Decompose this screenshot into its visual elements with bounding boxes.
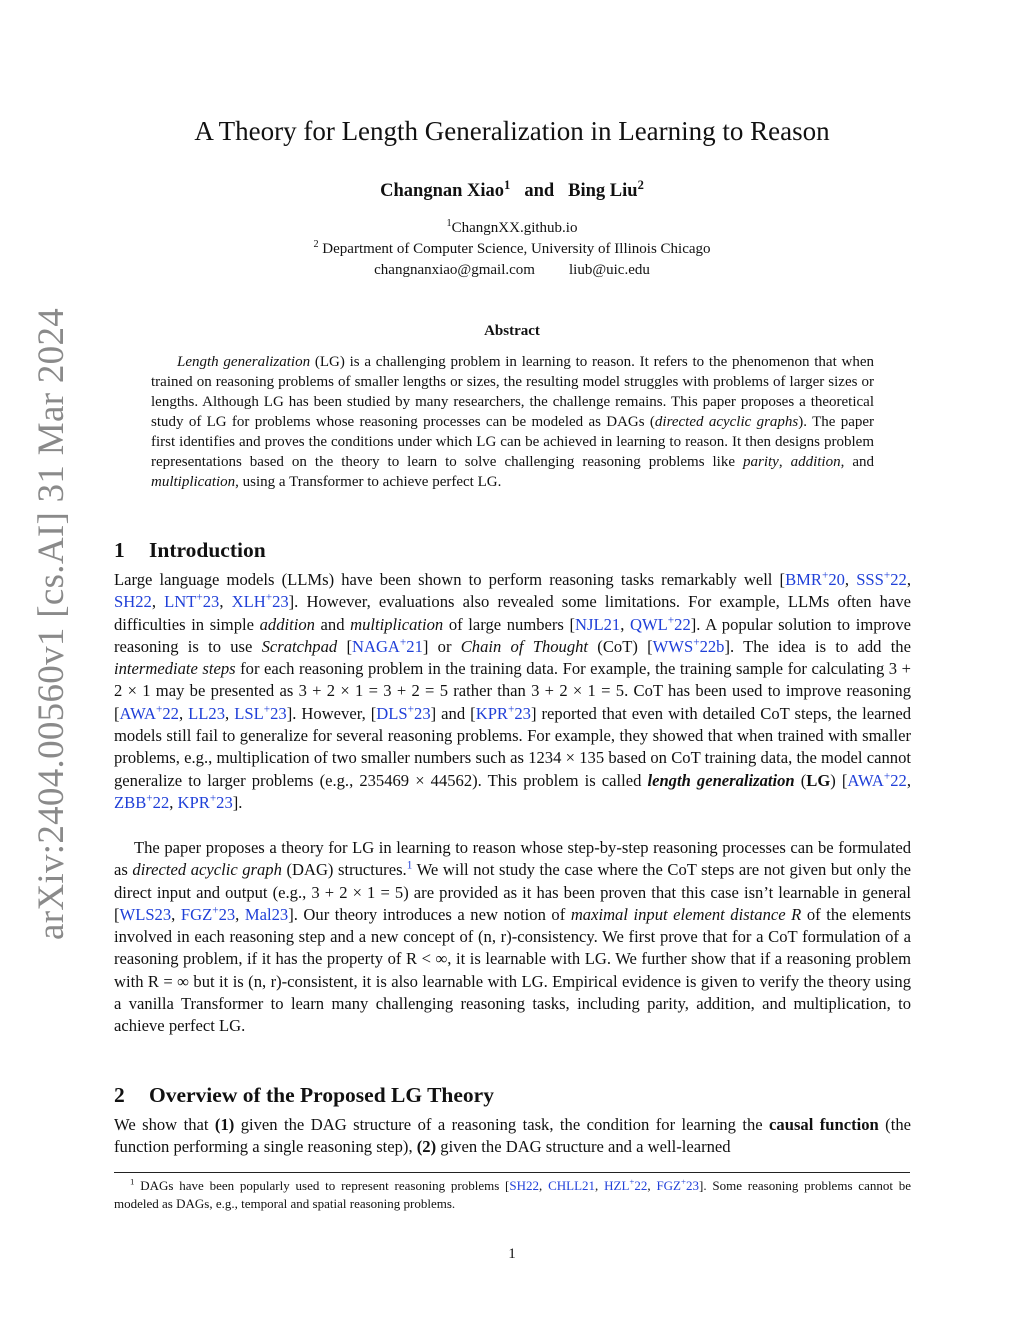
author-affil-mark: 2: [637, 177, 644, 192]
footnote-reference[interactable]: 1: [406, 859, 413, 872]
author-name: Bing Liu: [568, 181, 638, 201]
arxiv-identifier: arXiv:2404.00560v1 [cs.AI] 31 Mar 2024: [31, 307, 72, 940]
overview-paragraph-1: We show that (1) given the DAG structure of a reasoning task, the condition for learning the causal function (the function performing a single reasoning step), (2) given the DAG structure and a well-learned: [114, 1115, 911, 1157]
citation-link[interactable]: SH22: [114, 592, 152, 612]
citation-link[interactable]: LNT+23: [164, 591, 220, 612]
author-connector: and: [524, 181, 555, 201]
citation-link[interactable]: SSS+22: [856, 569, 907, 589]
citation-link[interactable]: LL23: [188, 703, 226, 723]
citation-link[interactable]: ZBB+22: [114, 792, 170, 812]
citation-link[interactable]: FGZ+23: [180, 904, 236, 924]
citation-link[interactable]: QWL+22: [629, 614, 691, 634]
citation-link[interactable]: WWS+22b: [652, 636, 725, 656]
citation-link[interactable]: KPR+23: [177, 792, 233, 812]
intro-paragraph-1: Large language models (LLMs) have been shown to perform reasoning tasks remarkably well [BMR+20, SSS+22, SH22, LNT+23, XLH+23]. However, evaluations also revealed some limitations. For example, LLMs often have difficulties in simple addition and multiplication of large numbers [NJL21, QWL+22]. A popular solution to improve reasoning is to use Scratchpad [NAGA+21] or Chain of Thought (CoT) [WWS+22b]. The idea is to add the intermediate steps for each reasoning problem in the training data. For example, the training sample for calculating 3 + 2 × 1 may be presented as 3 + 2 × 1 = 3 + 2 = 5 rather than 3 + 2 × 1 = 5. CoT has been used to improve reasoning [AWA+22, LL23, LSL+23]. However, [DLS+23] and [KPR+23] reported that even with detailed CoT steps, the learned models still fail to generalize for several reasoning problems. For example, they showed that when trained with smaller problems, e.g., multiplication of two smaller numbers such as 1234 × 135 based on CoT training data, the model cannot generalize to larger problems (e.g., 235469 × 44562). This problem is called length generalization (LG) [AWA+22, ZBB+22, KPR+23].: [114, 569, 912, 812]
citation-link[interactable]: Mal23: [244, 904, 289, 924]
author-name: Changnan Xiao: [380, 181, 505, 201]
author-emails: [0, 262, 1024, 279]
citation-link[interactable]: WLS23: [119, 904, 172, 924]
author-line: [0, 177, 1024, 202]
citation-link[interactable]: NJL21: [575, 614, 621, 634]
citation-link[interactable]: AWA+22: [847, 770, 907, 790]
author-affil-mark: 1: [504, 177, 511, 192]
citation-link[interactable]: XLH+23: [231, 591, 289, 612]
paper-title: A Theory for Length Generalization in Learning to Reason: [194, 116, 830, 146]
email-2: liub@uic.edu: [568, 262, 650, 278]
abstract-heading: Abstract: [484, 323, 540, 339]
citation-link[interactable]: LSL+23: [234, 703, 287, 723]
affiliation-2: $^2$ Department of Computer Science, University of Illinois Chicago: [313, 239, 711, 257]
citation-link[interactable]: DLS+23: [376, 703, 431, 723]
affiliation-1: $^1$ChangnXX.github.io: [446, 218, 578, 236]
section-heading-introduction: 1 Introduction: [114, 538, 266, 562]
citation-link[interactable]: FGZ+23: [656, 1176, 699, 1193]
section-heading-overview: 2 Overview of the Proposed LG Theory: [114, 1083, 494, 1107]
footnote-divider: [114, 1172, 910, 1173]
page-number: 1: [508, 1246, 516, 1262]
citation-link[interactable]: HZL+22: [604, 1176, 648, 1193]
citation-link[interactable]: BMR+20: [785, 569, 845, 589]
intro-paragraph-2: The paper proposes a theory for LG in learning to reason whose step-by-step reasoning processes can be formulated as directed acyclic graph (DAG) structures.$^1$ We will not study the case where the CoT steps are not given but only the direct input and output (e.g., 3 + 2 × 1 = 5) are provided as it has been proven that this case isn’t learnable in general [WLS23, FGZ+23, Mal23]. Our theory introduces a new notion of maximal input element distance R of the elements involved in each reasoning step and a new concept of (n, r)-consistency. We first prove that for a CoT formulation of a reasoning problem, if it has the property of R < ∞, it is learnable with LG. We further show that if a reasoning problem with R = ∞ but it is (n, r)-consistent, it is also learnable with LG. Empirical evidence is given to verify the theory using a vanilla Transformer to learn many challenging reasoning tasks, including parity, addition, and multiplication, to achieve perfect LG.: [114, 838, 912, 1036]
citation-link[interactable]: KPR+23: [475, 703, 531, 723]
citation-link[interactable]: AWA+22: [119, 703, 179, 723]
citation-link[interactable]: SH22: [509, 1178, 540, 1193]
email-1: changnanxiao@gmail.com: [374, 262, 535, 278]
citation-link[interactable]: CHLL21: [548, 1178, 596, 1193]
abstract-text: Length generalization (LG) is a challenging problem in learning to reason. It refers to the phenomenon that when trained on reasoning problems of smaller lengths or sizes, the resulting model struggles with problems of larger sizes or lengths. Although LG has been studied by many researchers, the challenge remains. This paper proposes a theoretical study of LG for problems whose reasoning processes can be modeled as DAGs (directed acyclic graphs). The paper first identifies and proves the conditions under which LG can be achieved in learning to reason. It then designs problem representations based on the theory to learn to solve challenging reasoning problems like parity, addition, and multiplication, using a Transformer to achieve perfect LG.: [151, 354, 875, 490]
citation-link[interactable]: NAGA+21: [351, 636, 423, 656]
footnote-text: $^1$ DAGs have been popularly used to represent reasoning problems [SH22, CHLL21, HZL+22, FGZ+23]. Some reasoning problems cannot be modeled as DAGs, e.g., temporal and spatial reasoning problems.: [114, 1176, 912, 1211]
